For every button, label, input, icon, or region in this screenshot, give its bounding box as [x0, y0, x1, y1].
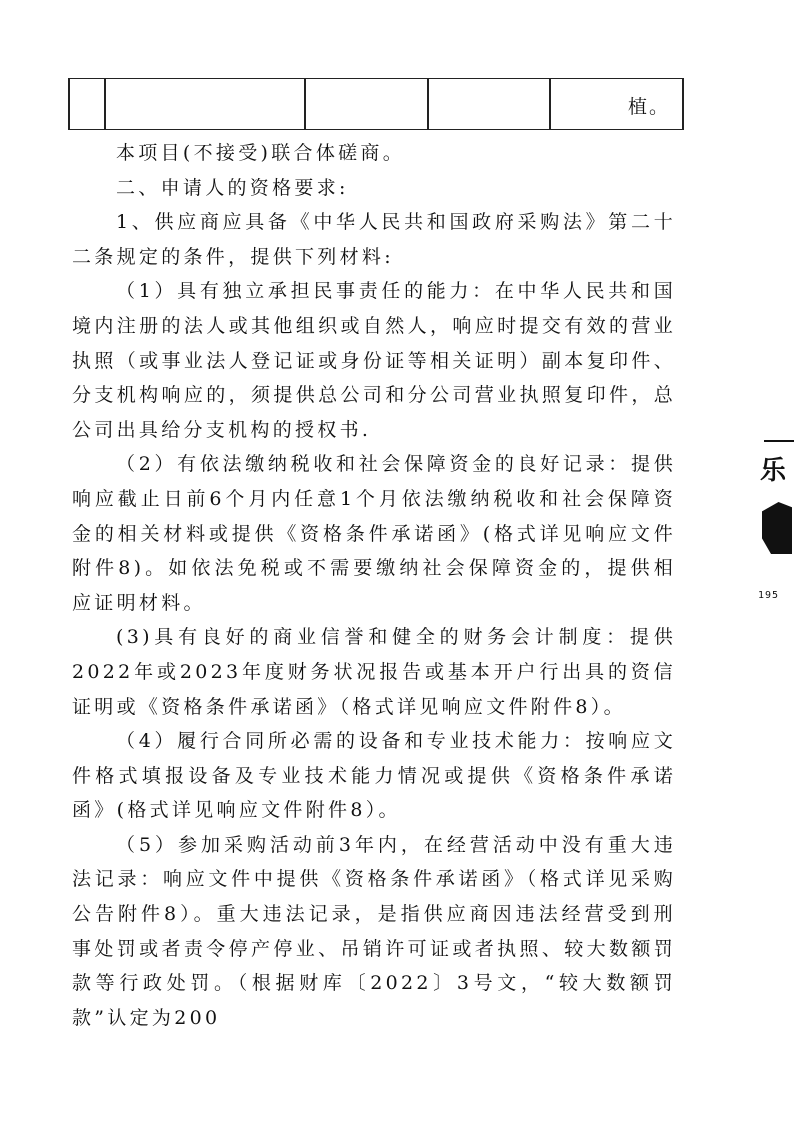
requirement-item-1: （1）具有独立承担民事责任的能力：在中华人民共和国境内注册的法人或其他组织或自然人，响应时提交有效的营业执照（或事业法人登记证或身份证等相关证明）副本复印件、分支机构响应的，须提供总公司和分公司营业执照复印件，总公司出具给分支机构的授权书.: [72, 280, 676, 441]
table-column-divider: [304, 78, 306, 130]
seal-character: 乐: [760, 456, 787, 486]
section-heading-qualifications: 二、申请人的资格要求:: [116, 176, 349, 199]
requirement-item-3: (3)具有良好的商业信誉和健全的财务会计制度：提供2022年或2023年度财务状况报告或基本开户行出具的资信证明或《资格条件承诺函》（格式详见响应文件附件8）。: [72, 626, 676, 718]
table-column-divider: [104, 78, 106, 130]
table-column-divider: [427, 78, 429, 130]
table-column-divider: [549, 78, 551, 130]
seal-number: 195: [758, 590, 780, 601]
requirement-item-5: （5）参加采购活动前3年内，在经营活动中没有重大违法记录：响应文件中提供《资格条件承诺函》（格式详见采购公告附件8）。重大违法记录，是指供应商因违法经营受到刑事处罚或者责令停产停业、吊销许可证或者执照、较大数额罚款等行政处罚。（根据财库〔2022〕3号文，“较大数额罚款”认定为200: [72, 833, 676, 1029]
table-column-divider: [68, 78, 70, 130]
document-body: [72, 136, 676, 1035]
consortium-statement: 本项目(不接受)联合体磋商。: [116, 142, 406, 164]
table-fragment: [68, 78, 684, 130]
table-top-border: [68, 78, 684, 79]
table-cell-text: 植。: [628, 96, 671, 118]
side-seal-fragment: [756, 440, 794, 610]
seal-edge: [764, 440, 794, 442]
requirement-item-4: （4）履行合同所必需的设备和专业技术能力：按响应文件格式填报设备及专业技术能力情况或提供《资格条件承诺函》(格式详见响应文件附件8）。: [72, 730, 676, 822]
table-bottom-border: [68, 129, 684, 130]
requirement-intro: 1、供应商应具备《中华人民共和国政府采购法》第二十二条规定的条件，提供下列材料:: [72, 211, 676, 268]
table-column-divider: [682, 78, 684, 130]
seal-ink-mark: [762, 502, 792, 554]
requirement-item-2: （2）有依法缴纳税收和社会保障资金的良好记录：提供响应截止日前6个月内任意1个月依法缴纳税收和社会保障资金的相关材料或提供《资格条件承诺函》(格式详见响应文件附件8)。如依法免税或不需要缴纳社会保障资金的，提供相应证明材料。: [72, 453, 676, 614]
